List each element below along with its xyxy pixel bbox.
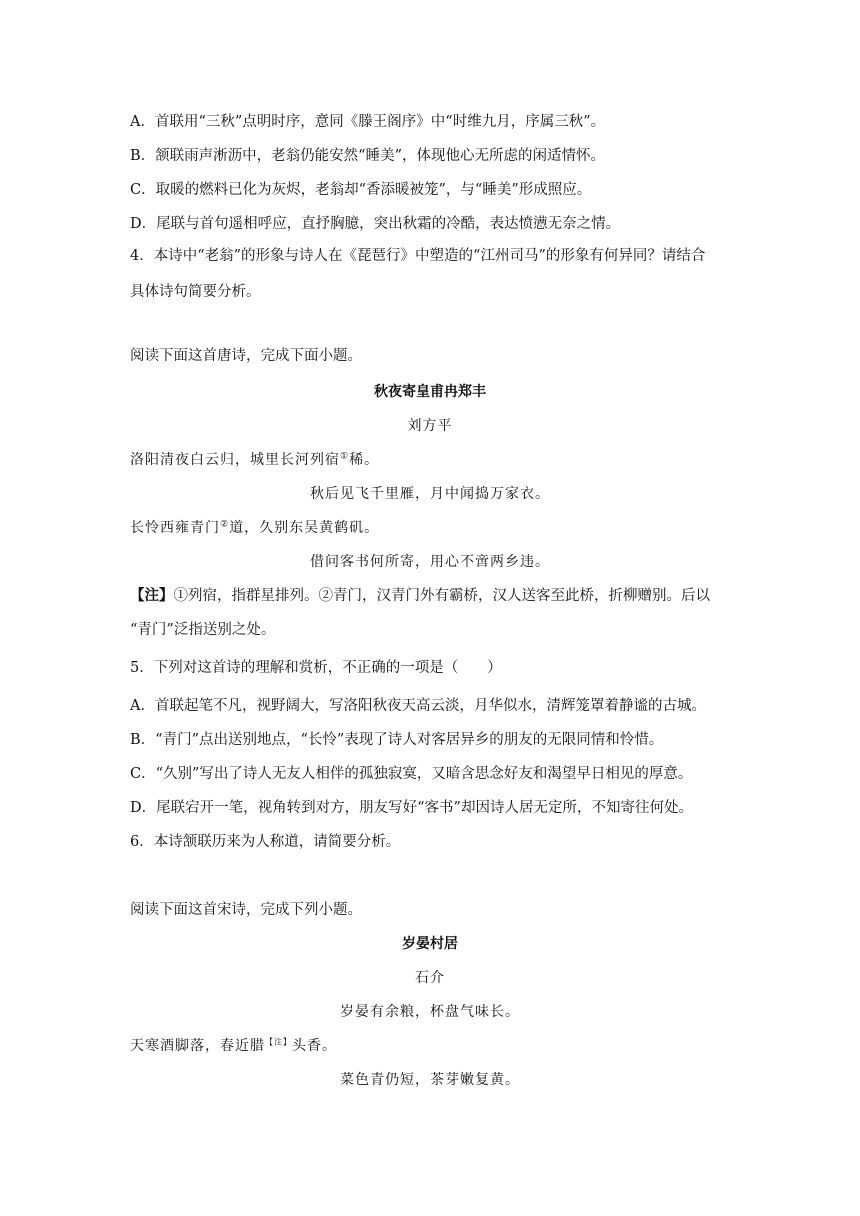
q5-option-d: D．尾联宕开一笔，视角转到对方，朋友写好“客书”却因诗人居无定所，不知寄往何处。: [130, 800, 693, 816]
note-marker-3: 【注】: [265, 1037, 292, 1047]
note-text: ①列宿，指群星排列。②青门，汉青门外有霸桥，汉人送客至此桥，折柳赠别。后以: [173, 588, 710, 604]
section2-intro: 阅读下面这首唐诗，完成下面小题。: [130, 348, 362, 364]
poem3-title: 岁晏村居: [402, 936, 458, 952]
poem2-line3-part2: 道，久别东吴黄鹤矶。: [229, 520, 380, 536]
note-marker-1: ①: [340, 451, 350, 462]
q6-question: 6．本诗颔联历来为人称道，请简要分析。: [130, 834, 401, 850]
poem2-line1-part2: 稀。: [349, 452, 380, 468]
poem2-line3-part1: 长怜西雍青门: [130, 520, 220, 536]
poem3-line2-part1: 天寒酒脚落，春近腊: [130, 1038, 265, 1054]
poem3-line2: [130, 1036, 730, 1056]
poem2-line1: [130, 450, 730, 470]
q3-option-a: A．首联用“三秋”点明时序，意同《滕王阁序》中“时维九月，序属三秋”。: [130, 114, 606, 130]
poem2-line1-part1: 洛阳清夜白云归，城里长河列宿: [130, 452, 340, 468]
poem3-line2-part2: 头香。: [292, 1038, 337, 1054]
poem2-line3: [130, 518, 730, 538]
q5-option-a: A．首联起笔不凡，视野阔大，写洛阳秋夜天高云淡，月华似水，清辉笼罩着静谧的古城。: [130, 698, 706, 714]
q5-option-b: B．“青门”点出送别地点，“长怜”表现了诗人对客居异乡的朋友的无限同情和怜惜。: [130, 732, 664, 748]
poem3-line1: 岁晏有余粮，杯盘气味长。: [340, 1004, 520, 1020]
poem2-note-line1: [130, 586, 730, 606]
q4-question-line1: 4．本诗中“老翁”的形象与诗人在《琵琶行》中塑造的“江州司马”的形象有何异同？请结合: [130, 248, 706, 264]
poem2-note-line2: “青门”泛指送别之处。: [130, 622, 276, 638]
section3-intro: 阅读下面这首宋诗，完成下列小题。: [130, 902, 362, 918]
q3-option-c: C．取暖的燃料已化为灰烬，老翁却“香添暖被笼”，与“睡美”形成照应。: [130, 182, 592, 198]
poem2-line2: 秋后见飞千里雁，月中闻捣万家衣。: [310, 486, 550, 502]
note-label: 【注】: [130, 587, 174, 604]
note-marker-2: ②: [220, 519, 230, 530]
q5-option-c: C．“久别”写出了诗人无友人相伴的孤独寂寞，又暗含思念好友和渴望早日相见的厚意。: [130, 766, 693, 782]
poem3-author: 石介: [415, 970, 445, 986]
poem3-line3: 菜色青仍短，茶芽嫩复黄。: [340, 1072, 520, 1088]
q4-question-line2: 具体诗句简要分析。: [130, 284, 261, 300]
q5-question: 5．下列对这首诗的理解和赏析，不正确的一项是（ ）: [130, 660, 502, 676]
poem2-title: 秋夜寄皇甫冉郑丰: [374, 384, 486, 400]
q3-option-d: D．尾联与首句遥相呼应，直抒胸臆，突出秋霜的冷酷，表达愤懑无奈之情。: [130, 216, 621, 232]
poem2-author: 刘方平: [407, 418, 453, 434]
q3-option-b: B．颔联雨声淅沥中，老翁仍能安然“睡美”，体现他心无所虑的闲适情怀。: [130, 148, 605, 164]
poem2-line4: 借问客书何所寄，用心不啻两乡违。: [310, 554, 550, 570]
